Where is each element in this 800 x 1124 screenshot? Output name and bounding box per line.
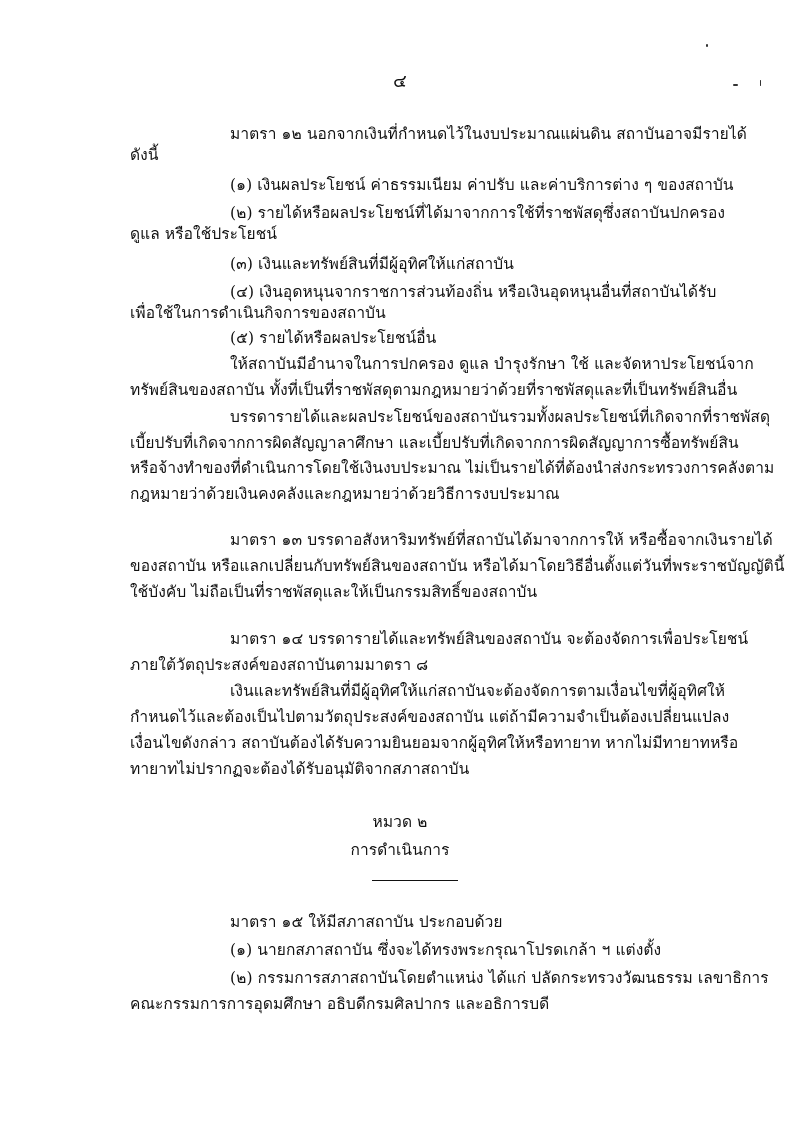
section-12-item-3: (๓) เงินและทรัพย์สินที่มีผู้อุทิศให้แก่สถาบัน [230,255,514,273]
section-12-para3-line-4: กฎหมายว่าด้วยเงินคงคลังและกฎหมายว่าด้วยวิธีการงบประมาณ [130,485,560,503]
scan-speck [733,84,738,86]
section-12-item-5: (๕) รายได้หรือผลประโยชน์อื่น [230,329,437,347]
section-15-item-2: (๒) กรรมการสภาสถาบันโดยตำแหน่ง ได้แก่ ปลัดกระทรวงวัฒนธรรม เลขาธิการ [230,969,769,987]
chapter-divider [372,880,458,881]
chapter-subtitle: การดำเนินการ [350,841,450,859]
page-number: ๔ [393,71,407,92]
scan-speck [760,80,761,86]
section-14-para2-line-4: ทายาทไม่ปรากฏจะต้องได้รับอนุมัติจากสภาสถาบัน [130,760,470,778]
section-12-heading-cont: ดังนี้ [130,146,159,164]
section-14-line-1: มาตรา ๑๔ บรรดารายได้และทรัพย์สินของสถาบัน จะต้องจัดการเพื่อประโยชน์ [230,630,749,648]
section-12-para3-line-1: บรรดารายได้และผลประโยชน์ของสถาบันรวมทั้งผลประโยชน์ที่เกิดจากที่ราชพัสดุ [230,408,771,426]
section-14-para2-line-1: เงินและทรัพย์สินที่มีผู้อุทิศให้แก่สถาบันจะต้องจัดการตามเงื่อนไขที่ผู้อุทิศให้ [230,682,726,700]
section-12-item-1: (๑) เงินผลประโยชน์ ค่าธรรมเนียม ค่าปรับ และค่าบริการต่าง ๆ ของสถาบัน [230,176,734,194]
section-14-para2-line-2: กำหนดไว้และต้องเป็นไปตามวัตถุประสงค์ของสถาบัน แต่ถ้ามีความจำเป็นต้องเปลี่ยนแปลง [130,708,730,726]
section-15-item-2-cont: คณะกรรมการการอุดมศึกษา อธิบดีกรมศิลปากร และอธิการบดี [130,995,550,1013]
section-15-item-1: (๑) นายกสภาสถาบัน ซึ่งจะได้ทรงพระกรุณาโปรดเกล้า ฯ แต่งตั้ง [230,941,662,959]
section-12-para3-line-2: เบี้ยปรับที่เกิดจากการผิดสัญญาลาศึกษา และเบี้ยปรับที่เกิดจากการผิดสัญญาการซื้อทรัพย์สิน [130,434,739,452]
section-14-line-2: ภายใต้วัตถุประสงค์ของสถาบันตามมาตรา ๘ [130,656,429,674]
section-12-para2-line-1: ให้สถาบันมีอำนาจในการปกครอง ดูแล บำรุงรักษา ใช้ และจัดหาประโยชน์จาก [230,355,754,373]
section-12-item-4: (๔) เงินอุดหนุนจากราชการส่วนท้องถิ่น หรือเงินอุดหนุนอื่นที่สถาบันได้รับ [230,283,717,301]
section-14-para2-line-3: เงื่อนไขดังกล่าว สถาบันต้องได้รับความยินยอมจากผู้อุทิศให้หรือทายาท หากไม่มีทายาทหรือ [130,734,739,752]
section-12-para2-line-2: ทรัพย์สินของสถาบัน ทั้งที่เป็นที่ราชพัสดุตามกฎหมายว่าด้วยที่ราชพัสดุและที่เป็นทรัพย์สินอื่น [130,381,738,399]
section-12-item-2-cont: ดูแล หรือใช้ประโยชน์ [130,225,278,243]
section-15-line-1: มาตรา ๑๕ ให้มีสภาสถาบัน ประกอบด้วย [230,913,503,931]
scan-speck [706,44,708,47]
section-12-item-4-cont: เพื่อใช้ในการดำเนินกิจการของสถาบัน [130,304,386,322]
section-13-line-2: ของสถาบัน หรือแลกเปลี่ยนกับทรัพย์สินของสถาบัน หรือได้มาโดยวิธีอื่นตั้งแต่วันที่พระราชบัญญัตินี้ [130,557,785,575]
section-13-line-1: มาตรา ๑๓ บรรดาอสังหาริมทรัพย์ที่สถาบันได้มาจากการให้ หรือซื้อจากเงินรายได้ [230,531,773,549]
section-12-heading: มาตรา ๑๒ นอกจากเงินที่กำหนดไว้ในงบประมาณแผ่นดิน สถาบันอาจมีรายได้ [230,125,747,143]
section-13-line-3: ใช้บังคับ ไม่ถือเป็นที่ราชพัสดุและให้เป็นกรรมสิทธิ์ของสถาบัน [130,583,538,601]
section-12-item-2: (๒) รายได้หรือผลประโยชน์ที่ได้มาจากการใช้ที่ราชพัสดุซึ่งสถาบันปกครอง [230,204,726,222]
chapter-title: หมวด ๒ [372,813,428,831]
section-12-para3-line-3: หรือจ้างทำของที่ดำเนินการโดยใช้เงินงบประมาณ ไม่เป็นรายได้ที่ต้องนำส่งกระทรวงการคลังตาม [130,459,775,477]
